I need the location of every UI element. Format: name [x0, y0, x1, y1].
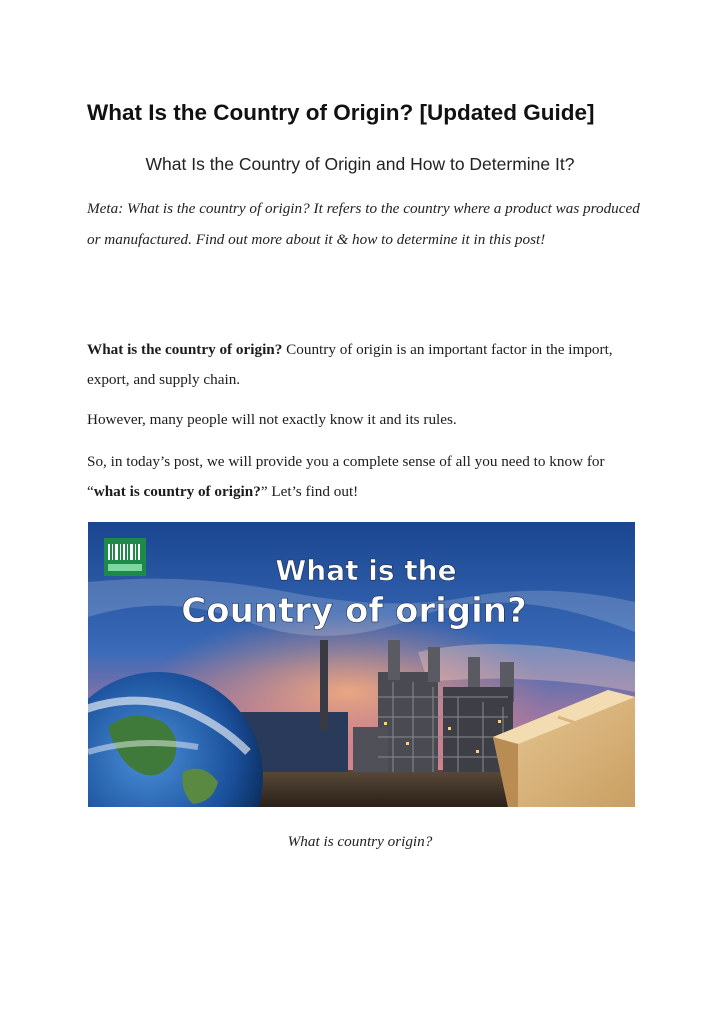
- hero-heading-line2: Country of origin?: [181, 591, 527, 631]
- intro-text: Country of origin is an important factor in the import, export, and supply chain.: [87, 341, 613, 388]
- page-subtitle: What Is the Country of Origin and How to Determine It?: [145, 154, 575, 174]
- hero-illustration: [88, 522, 635, 807]
- intro-paragraph: [87, 335, 643, 395]
- meta-description: Meta: What is the country of origin? It refers to the country where a product was produced or manufactured. Find out more about it & how to determine it in this post!: [87, 200, 640, 248]
- hero-image: [88, 522, 635, 807]
- hero-heading-line1: What is the: [275, 554, 457, 587]
- overview-paragraph: [87, 447, 643, 507]
- overview-text-start: So, in today’s post, we will provide you a complete sense of all you need to know for “: [87, 453, 605, 500]
- intro-question-bold: What is the country of origin?: [87, 341, 283, 358]
- overview-question-bold: what is country of origin?: [93, 483, 261, 500]
- page-title: What Is the Country of Origin? [Updated Guide]: [87, 100, 595, 125]
- rules-paragraph: However, many people will not exactly know it and its rules.: [87, 411, 457, 428]
- image-caption: What is country origin?: [287, 833, 433, 850]
- overview-text-end: ” Let’s find out!: [260, 483, 359, 500]
- barcode-logo-icon: [104, 538, 146, 576]
